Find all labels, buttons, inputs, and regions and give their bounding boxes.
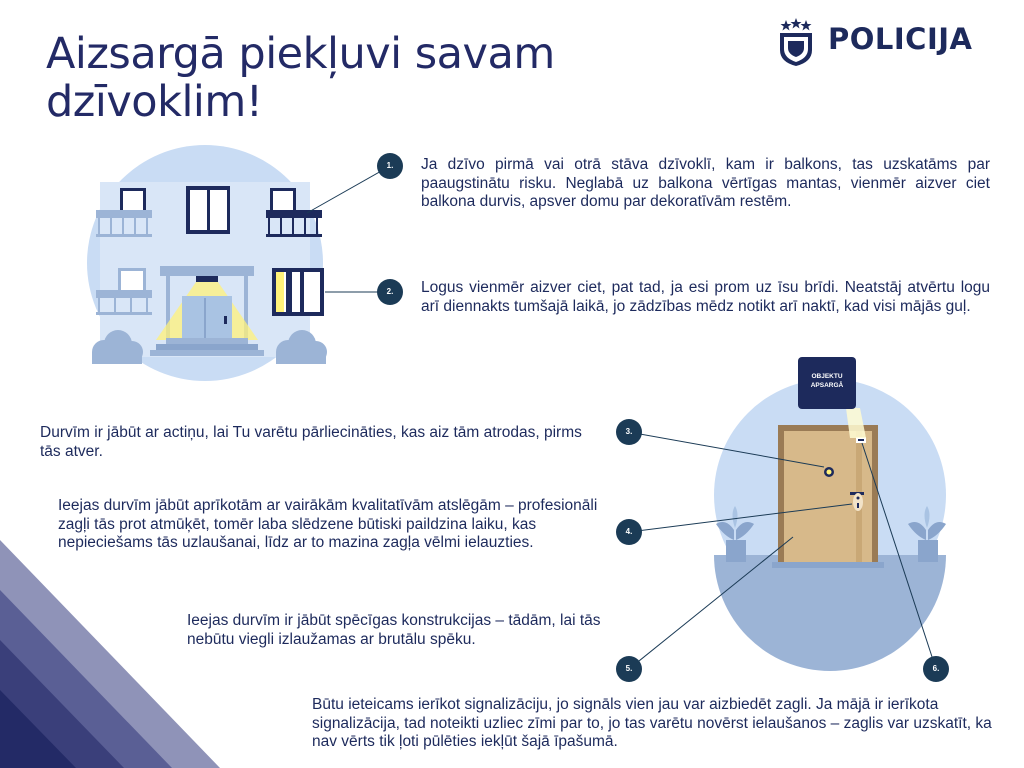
tip-text-2: Logus vienmēr aizver ciet, pat tad, ja esi prom uz īsu brīdi. Neatstāj atvērtu logu arī diennakts tumšajā laikā, jo zādzības mēdz notikt arī naktī, kad visi mājās guļ.	[421, 279, 990, 315]
tip-badge-3: 3.	[616, 419, 642, 445]
title-line-2: dzīvoklim!	[46, 77, 263, 127]
tip-text-3: Durvīm ir jābūt ar actiņu, lai Tu varētu pārliecināties, kas aiz tām atrodas, pirms tās atver.	[40, 424, 582, 460]
title-line-1: Aizsargā piekļuvi savam	[46, 29, 555, 79]
tip-text-6: Būtu ieteicams ierīkot signalizāciju, jo signāls vien jau var aizbiedēt zagli. Ja mājā ir ierīkota signalizācija, tad noteikti uzliec zīmi par to, jo tas varētu novērst ielaušanos – zaglis var uzskatīt, ka nav vērts tik ļoti pūlēties iekļūt šajā īpašumā.	[312, 696, 992, 750]
tip-badge-5: 5.	[616, 656, 642, 682]
tip-badge-2: 2.	[377, 279, 403, 305]
tip-text-1: Ja dzīvo pirmā vai otrā stāva dzīvoklī, kam ir balkons, tas uzskatāms par paaugstinātu risku. Neglabā uz balkona vērtīgas mantas, vienmēr aizver ciet balkona durvis, apsver domu par dekoratīvām restēm.	[421, 156, 990, 210]
logo-text: POLICIJA	[828, 22, 973, 56]
sign-line-1: OBJEKTU	[811, 373, 843, 380]
tip-text-4: Ieejas durvīm jābūt aprīkotām ar vairākām kvalitatīvām atslēgām – profesionāli zagļi tās prot atmūķēt, tomēr laba slēdzene būtiski paildzina laiku, kas nepieciešams tās uzlaušanai, līdz ar to mazina zagļa vēlmi ielauzties.	[58, 497, 598, 551]
tip-badge-6: 6.	[923, 656, 949, 682]
tip-badge-1: 1.	[377, 153, 403, 179]
alarm-sign	[798, 372, 856, 390]
tip-badge-4: 4.	[616, 519, 642, 545]
sign-line-2: APSARGĀ	[810, 382, 844, 389]
tip-text-5: Ieejas durvīm ir jābūt spēcīgas konstrukcijas – tādām, lai tās nebūtu viegli izlaužamas ar brutālu spēku.	[187, 612, 601, 648]
